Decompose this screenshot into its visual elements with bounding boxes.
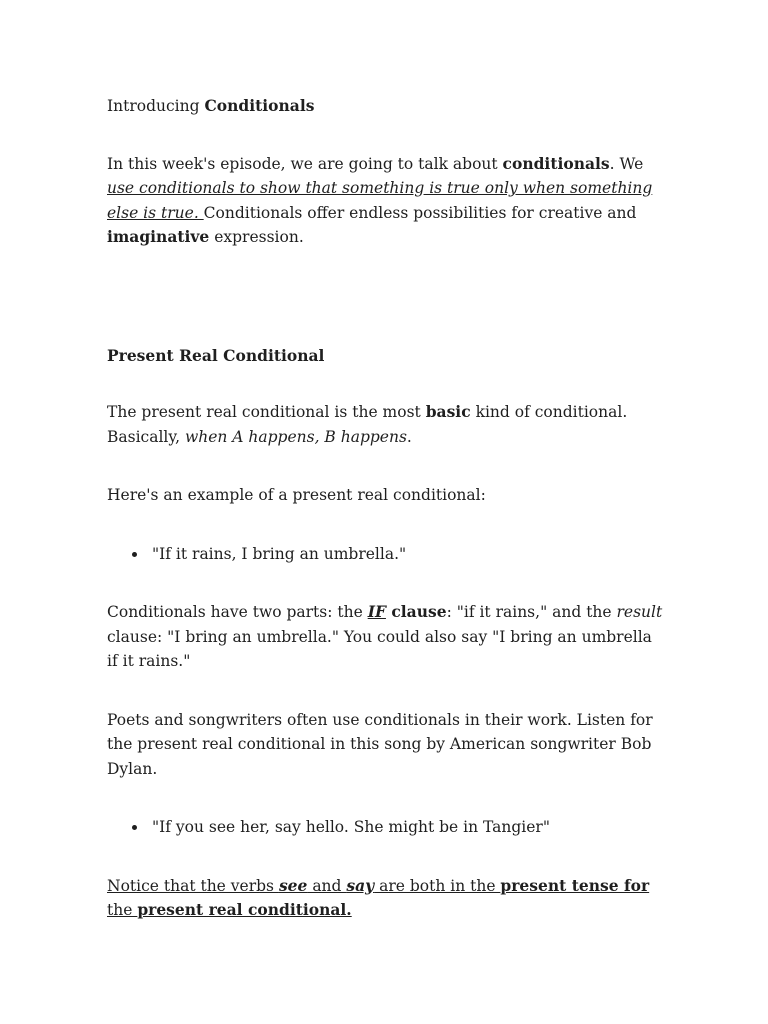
notice-say: say xyxy=(346,875,375,895)
basic-italic: when A happens, B happens xyxy=(184,427,407,446)
parts-text-1: Conditionals have two parts: the xyxy=(107,603,368,621)
para1-bold-conditionals: conditionals xyxy=(502,153,610,173)
notice-text-4: the xyxy=(107,901,138,919)
para1-text-4: expression. xyxy=(209,228,304,246)
bullet-list-2 xyxy=(107,815,667,840)
bullet-list-1 xyxy=(107,542,667,567)
para1-text-3: Conditionals offer endless possibilities for creative and xyxy=(203,203,637,222)
parts-paragraph xyxy=(107,600,667,674)
parts-if: IF xyxy=(367,602,386,621)
section-heading-text: Present Real Conditional xyxy=(107,345,325,365)
basic-paragraph xyxy=(107,400,667,449)
notice-text-2: and xyxy=(307,876,347,895)
para1-text-1: In this week's episode, we are going to talk about xyxy=(107,154,503,173)
basic-bold: basic xyxy=(425,402,471,421)
notice-bold-2: present real conditional. xyxy=(137,900,352,919)
para1-underlined-definition: use conditionals to show that something is true only when something else is true. xyxy=(107,179,653,222)
parts-clause-bold: clause xyxy=(385,602,447,621)
parts-text-3: clause: "I bring an umbrella." You could also say "I bring an umbrella if it rains." xyxy=(107,627,652,670)
intro-prefix: Introducing xyxy=(107,97,205,115)
basic-text-1: The present real conditional is the most xyxy=(107,403,426,421)
notice-see: see xyxy=(278,875,308,895)
intro-line xyxy=(107,94,667,119)
para1-text-2: . We xyxy=(609,154,644,173)
parts-result: result xyxy=(616,603,663,621)
list-item: "If it rains, I bring an umbrella." xyxy=(132,542,667,567)
notice-paragraph xyxy=(107,874,667,923)
notice-bold-1: present tense for xyxy=(500,875,650,895)
intro-title: Conditionals xyxy=(204,96,315,115)
document-page xyxy=(107,94,667,923)
notice-text-3: are both in the xyxy=(374,876,501,895)
basic-text-3: . xyxy=(406,427,412,446)
poets-paragraph: Poets and songwriters often use conditionals in their work. Listen for the present real conditional in this song by American songwriter Bob Dylan. xyxy=(107,710,653,778)
parts-text-2: : "if it rains," and the xyxy=(446,603,617,621)
example-intro: Here's an example of a present real conditional: xyxy=(107,486,486,504)
section-heading xyxy=(107,344,667,369)
intro-paragraph xyxy=(107,152,667,250)
list-item: "If you see her, say hello. She might be in Tangier" xyxy=(132,815,667,840)
para1-bold-imaginative: imaginative xyxy=(107,227,210,246)
basic-text-2: kind of conditional. Basically, xyxy=(107,403,628,446)
notice-text-1: Notice that the verbs xyxy=(107,876,279,895)
